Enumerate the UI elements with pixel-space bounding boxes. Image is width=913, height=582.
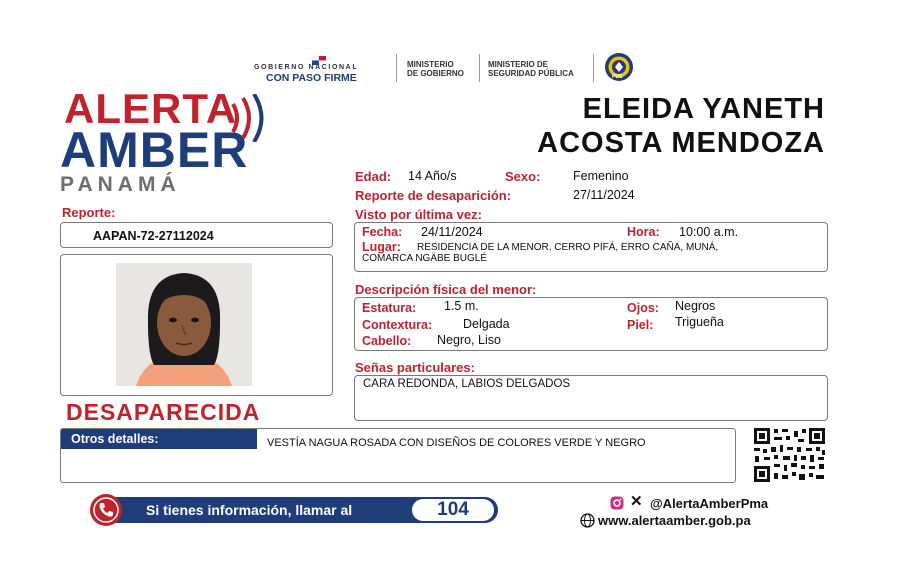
last-seen-place-label: Lugar: bbox=[362, 240, 401, 254]
call-bar[interactable] bbox=[90, 494, 498, 526]
marks-label: Señas particulares: bbox=[355, 360, 475, 375]
report-id-box bbox=[60, 222, 333, 248]
other-details-label: Otros detalles: bbox=[71, 432, 159, 446]
phone-icon bbox=[90, 494, 122, 526]
missing-person-photo bbox=[116, 263, 252, 386]
last-seen-date-value: 24/11/2024 bbox=[421, 225, 483, 239]
last-seen-place-value-2: COMARCA NGÄBE BUGLÉ bbox=[362, 253, 488, 264]
description-box bbox=[354, 297, 828, 351]
globe-icon bbox=[580, 513, 595, 528]
missing-person-name-line1: ELEIDA YANETH bbox=[582, 93, 825, 125]
status-missing: DESAPARECIDA bbox=[66, 399, 261, 425]
call-number-box bbox=[412, 499, 494, 521]
ministry1-line2: DE GOBIERNO bbox=[407, 69, 464, 78]
height-label: Estatura: bbox=[362, 301, 417, 315]
social-handle[interactable]: @AlertaAmberPma bbox=[650, 496, 769, 511]
gov-line1: GOBIERNO NACIONAL bbox=[254, 64, 359, 71]
gov-header bbox=[250, 52, 650, 84]
alerta-amber-logo bbox=[60, 85, 310, 198]
logo-line-amber: AMBER bbox=[60, 122, 249, 178]
website-link[interactable]: www.alertaamber.gob.pa bbox=[598, 513, 751, 528]
ministry2-line1: MINISTERIO DE bbox=[488, 60, 549, 69]
last-seen-date-label: Fecha: bbox=[362, 225, 403, 239]
height-value: 1.5 m. bbox=[444, 299, 479, 313]
last-seen-box bbox=[354, 222, 828, 272]
seal-text: PUS bbox=[612, 74, 623, 80]
header-divider bbox=[593, 54, 594, 82]
logo-line-alerta: ALERTA bbox=[64, 85, 238, 132]
logo-line-panama: PANAMÁ bbox=[60, 173, 181, 196]
sex-value: Femenino bbox=[573, 169, 629, 183]
header-divider bbox=[396, 54, 397, 82]
eyes-label: Ojos: bbox=[627, 301, 659, 315]
build-label: Contextura: bbox=[362, 318, 433, 332]
report-id-value: AAPAN-72-27112024 bbox=[93, 229, 214, 243]
age-value: 14 Año/s bbox=[408, 169, 457, 183]
skin-label: Piel: bbox=[627, 318, 654, 332]
report-label: Reporte: bbox=[62, 205, 116, 220]
eyes-value: Negros bbox=[675, 299, 716, 313]
call-text: Si tienes información, llamar al bbox=[146, 502, 353, 518]
instagram-icon[interactable] bbox=[610, 496, 624, 510]
marks-value: CARA REDONDA, LABIOS DELGADOS bbox=[363, 378, 571, 390]
last-seen-time-label: Hora: bbox=[627, 225, 660, 239]
marks-box bbox=[354, 375, 828, 421]
age-label: Edad: bbox=[355, 169, 392, 184]
description-label: Descripción física del menor: bbox=[355, 282, 537, 297]
call-number: 104 bbox=[437, 499, 469, 520]
hair-value: Negro, Liso bbox=[437, 333, 501, 347]
build-value: Delgada bbox=[463, 317, 510, 331]
report-date-value: 27/11/2024 bbox=[573, 188, 635, 202]
other-details-header bbox=[61, 429, 257, 449]
last-seen-place-value-1: RESIDENCIA DE LA MENOR, CERRO PIFÁ, ERRO CAÑA, MUNÁ, bbox=[417, 242, 719, 253]
ministry2-line2: SEGURIDAD PÚBLICA bbox=[488, 69, 574, 78]
logo-signal-icon bbox=[225, 94, 275, 142]
photo-frame bbox=[60, 254, 333, 396]
ministry1-line1: MINISTERIO bbox=[407, 60, 454, 69]
hair-label: Cabello: bbox=[362, 334, 412, 348]
qr-code[interactable] bbox=[752, 427, 827, 483]
missing-person-name-line2: ACOSTA MENDOZA bbox=[537, 127, 825, 159]
other-details-value: VESTÍA NAGUA ROSADA CON DISEÑOS DE COLORES VERDE Y NEGRO bbox=[267, 437, 646, 449]
report-date-label: Reporte de desaparición: bbox=[355, 188, 512, 203]
sex-label: Sexo: bbox=[505, 169, 541, 184]
last-seen-time-value: 10:00 a.m. bbox=[679, 225, 739, 239]
x-icon[interactable]: ✕ bbox=[630, 493, 643, 510]
skin-value: Trigueña bbox=[675, 315, 724, 329]
last-seen-label: Visto por última vez: bbox=[355, 207, 482, 222]
panama-flag-icon bbox=[312, 52, 326, 61]
gov-line2: CON PASO FIRME bbox=[266, 72, 357, 84]
header-divider bbox=[479, 54, 480, 82]
other-details-box bbox=[60, 428, 736, 483]
